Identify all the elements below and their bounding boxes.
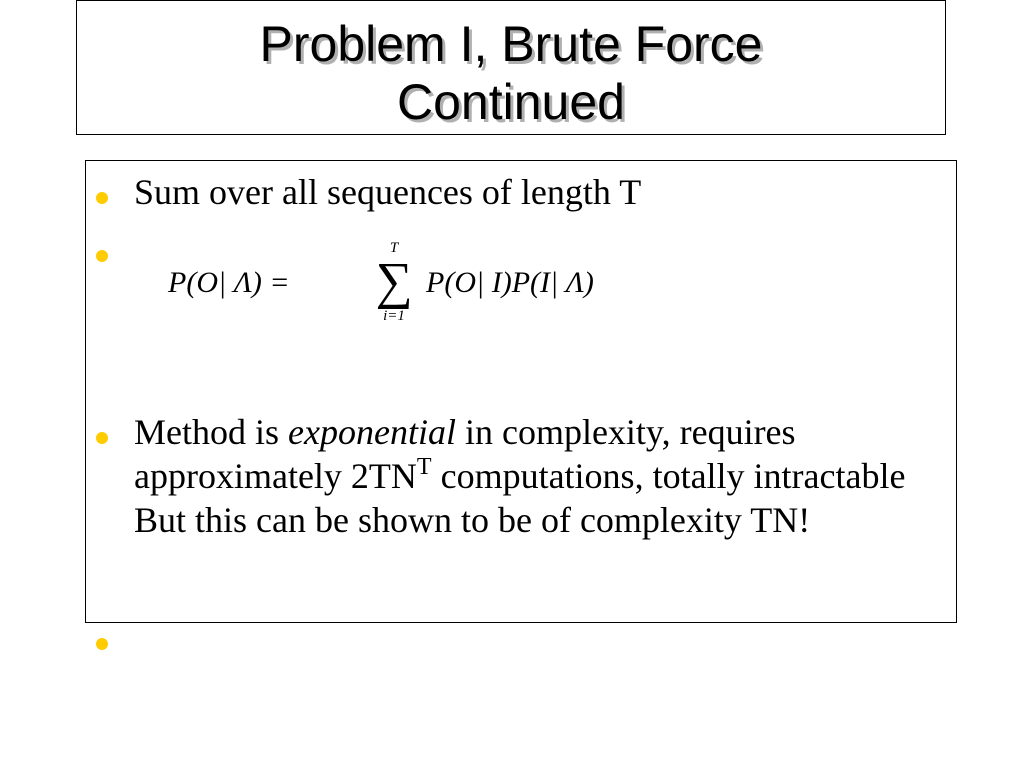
bullet-text-3-part-3: computations, totally intractable But this can be shown to be of complexity TN! xyxy=(134,456,906,540)
bullet-dot-1 xyxy=(96,192,108,204)
bullet-text-3 xyxy=(134,410,946,542)
bullet-text-1: Sum over all sequences of length T xyxy=(134,172,642,212)
title-placeholder xyxy=(76,0,946,135)
bullet-dot-3 xyxy=(96,432,108,444)
bullet-text-3-part-2: in complexity, requires approximately 2TN xyxy=(134,412,796,496)
slide-title-line-2: Continued xyxy=(397,74,625,130)
bullet-text-3-superscript: T xyxy=(416,454,432,480)
formula-rhs: P(O| I)P(I| Λ) xyxy=(426,266,594,299)
bullet-dot-4 xyxy=(96,638,108,650)
bullet-dot-2 xyxy=(96,250,108,262)
probability-formula xyxy=(160,240,720,330)
bullet-text-3-emphasis: exponential xyxy=(288,412,456,452)
formula-sum-upper: T xyxy=(389,240,399,256)
content-placeholder xyxy=(85,160,957,623)
formula-lhs: P(O| Λ) = xyxy=(168,266,290,299)
formula-sum-lower: i=1 xyxy=(383,308,405,324)
slide-title-line-1: Problem I, Brute Force xyxy=(259,16,763,72)
formula-sum-symbol: ∑ xyxy=(375,253,413,310)
bullet-text-3-part-1: Method is xyxy=(134,412,289,452)
slide-title xyxy=(77,15,945,131)
